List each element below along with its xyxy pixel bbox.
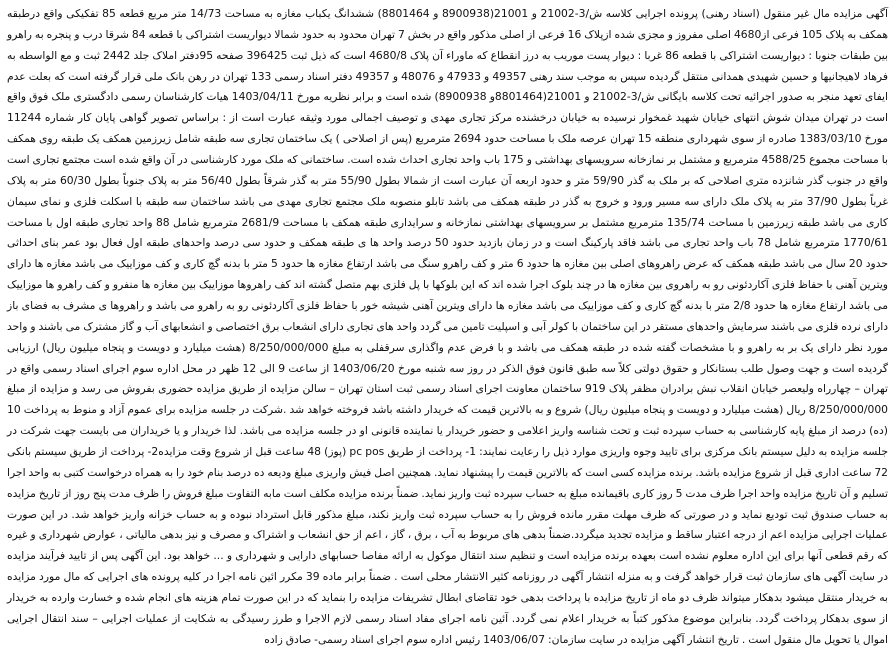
auction-notice-text: آگهی مزایده مال غیر منقول (اسناد رهنی) پرونده اجرایی کلاسه ش/3-21002 و 21001(8900938 و 8801464) ششدانگ یکباب مغازه به مساحت 14/73 متر مربع قطعه 85 تفکیکی واقع درطبقه همکف به پلاک 105 فرعی از4680 اصلی مفروز و مجزی شده ازپلاک 16 فرعی از اصلی مذکور واقع در بخش 7 تهران محدود به حدود شمالا دیواریست اشتراکی با قطعه 84 شرقا درب و پنجره به راهرو بین طبقات جنوبا : دیواریست اشتراکی با قطعه 86 غربا : دیوار پست موریب به درز انقطاع که ماوراء آن پلاک 4680/8 است که ذیل ثبت 396425 صفحه 95دفتر املاک جلد 2442 ثبت و مع الواسطه به فرهاد لاهیجانیها و حسین شهیدی همدانی منتقل گردیده سپس به موجب سند رهنی 49357 و 47933 و 48076 و 49357 دفتر اسناد رسمی 133 تهران در رهن بانک ملی قرار گرفته است که بعلت عدم ایفای تعهد منجر به صدور اجرائیه تحت کلاسه بایگانی ش/3-21002 و 21001(8801464و 8900938) شده است و برابر نظریه مورخ 1403/04/11 هیات کارشناسان رسمی دادگستری ملک فوق واقع است در تهران میدان شوش انتهای خیابان شهید غمخوار نرسیده به خیابان درخشنده مرکز تجاری مهدی و توصیف اجمالی مورد وثیقه عبارت است از : براساس تصویر گواهی پایان کار شماره 11244 مورخ 1383/03/10 صادره از سوی شهرداری منطقه 15 تهران عرصه ملک با مساحت حدود 2694 مترمربع (پس از اصلاحی ) یک ساختمان تجاری سه طبقه شامل زیرزمین همکف یک طبقه روی همکف با مساحت مجموع 4588/25 مترمربع و مشتمل بر نمازخانه سرویسهای بهداشتی و 175 باب واحد تجاری احداث شده است. ساختمانی که ملک مورد کارشناسی در آن واقع شده است مجتمع تجاری است واقع در جنوب گذر شانزده متری اصلاحی که بر ملک به گذر 59/90 متر و حدود اربعه آن عبارت است از شمالا بطول 55/90 متر به گذر شرقاً بطول 56/40 متر به پلاک جنوباً بطول 60/30 متر به پلاک غرباً بطول 37/90 متر به پلاک ملک دارای سه مسیر ورود و خروج به گذر در طبقه همکف می باشد تابلو منصوبه ملک مجتمع تجاری مهدی می باشد ساختمان سه طبقه با اسکلت فلزی و نمای سیمان کاری می باشد طبقه زیرزمین با مساحت 135/74 مترمربع مشتمل بر سرویسهای بهداشتی نمازخانه و سرایداری طبقه همکف با مساحت 2681/9 مترمربع شامل 88 واحد تجاری طبقه اول با مساحت 1770/61 مترمربع شامل 78 باب واحد تجاری می باشد فاقد پارکینگ است و در زمان بازدید حدود 50 درصد واحد ها ی طبقه همکف و حدود سی درصد واحدهای طبقه اول فعال بود عمر بنای احداثی حدود 20 سال می باشد طبقه همکف که عرض راهروهای اصلی بین مغازه ها حدود 6 متر و کف راهرو سنگ می باشد ارتفاع مغازه ها حدود 5 متر با بدنه گچ کاری و کف موزاییک می باشد مغازه ها دارای ویترین آهنی با حفاظ فلزی آکاردئونی رو به راهروی بین مغازه ها در چند بلوک اجرا شده اند که این بلوکها با پل فلزی بهم متصل گشته اند کف راهروها موزاییک بین مغازه ها منفرو و کف راهرو ها موزاییک می باشد ارتفاع مغازه ها حدود 2/8 متر با بدنه گچ کاری و کف موزاییک می باشد مغازه ها دارای ویترین آهنی شیشه خور با حفاظ فلزی آکاردئونی رو به راهرو می باشد و راهروها ی مشرف به فضای باز دارای نرده فلزی می باشند سرمایش واحدهای مستقر در این ساختمان با کولر آبی و اسپلیت تامین می گردد واحد های تجاری دارای انشعاب برق اختصاصی و انشعابهای آب و گاز مشترک می باشند و واحد مورد نظر دارای یک بر به راهرو و با مشخصات گفته شده در طبقه همکف می باشد و با فرض عدم واگذاری سرقفلی به مبلغ 8/250/000/000 (هشت میلیارد و دویست و پنجاه میلیون ریال) ارزیابی گردیده است و جهت وصول طلب بستانکار و حقوق دولتی کلاً سه طبق قانون فوق الذکر در روز سه شنبه مورخ 1403/06/20 از ساعت 9 الی 12 ظهر در محل اداره سوم اجرای اسناد رسمی واقع در تهران – چهارراه ولیعصر خیابان انقلاب نبش برادران مظفر پلاک 919 ساختمان معاونت اجرای اسناد رسمی ثبت استان تهران – سالن مزایده از طریق مزایده حضوری بفروش می رسد و مزایده از مبلغ 8/250/000/000 ریال (هشت میلیارد و دویست و پنجاه میلیون ریال) شروع و به بالاترین قیمت که خریدار داشته باشد فروخته خواهد شد .شرکت در جلسه مزایده برای عموم آزاد و منوط به پرداخت 10 (ده) درصد از مبلغ پایه کارشناسی به حساب سپرده ثبت و تحت شناسه واریز اعلامی و حضور خریدار یا نماینده قانونی او در جلسه مزایده می باشد. لذا خریدار و یا خریداران می بایست جهت شرکت در جلسه مزایده به دلیل سیستم بانک مرکزی برای تایید وجوه واریزی موارد ذیل را رعایت نمایند: 1- پرداخت از طریق pc pos (پوز) 48 ساعت قبل از شروع وقت مزایده2- پرداخت از طریق سیستم بانکی 72 ساعت اداری قبل از شروع مزایده باشد. برنده مزایده کسی است که بالاترین قیمت را پیشنهاد نماید. همچنین اصل فیش واریزی مبلغ ودیعه ده درصد بنام خود را به همراه درخواست کتبی به واحد اجرا تسلیم و آن تاریخ مزایده واحد اجرا ظرف مدت 5 روز کاری باقیمانده مبلغ به حساب سپرده ثبت واریز نماید. ضمناً برنده مزایده مکلف است مابه التفاوت مبلغ فروش را ظرف مدت پنج روز از تاریخ مزایده به حساب صندوق ثبت تودیع نماید و در صورتی که ظرف مهلت مقرر مانده فروش را به حساب سپرده ثبت واریز نکند، مبلغ مذکور قابل استرداد نبوده و به حساب خزانه واریز خواهد شد. در این صورت عملیات اجرایی مزایده اعم از درجه اعتبار ساقط و مزایده تجدید میگردد.ضمناً بدهی های مربوط به آب ، برق ، گاز ، اعم از حق انشعاب و اشتراک و مصرف و نیز بدهی مالیاتی ، عوارض شهرداری و غیره که رقم قطعی آنها برای این اداره معلوم نشده است بعهده برنده مزایده است و تنظیم سند انتقال موکول به ارائه مفاصا حسابهای دارایی و شهرداری و ... خواهد بود. این آگهی پس از تایید فرآیند مزایده در سایت آگهی های سازمان ثبت قرار خواهد گرفت و به منزله انتشار آگهی در روزنامه کثیر الانتشار محلی است . ضمناً برابر ماده 39 مکرر ائین نامه اجرا در کلیه پرونده های اجرایی که مال مورد مزایده به خریدار منتقل میشود بدهکار میتواند ظرف دو ماه از تاریخ مزایده با پرداخت بدهی خود تقاضای ابطال تشریفات مزایده را بنماید که در این صورت تمام هزینه های انجام شده و خسارت وارده به خریدار از سوی بدهکار پرداخت گردد. بنابراین موضوع مذکور کتباً به خریدار اعلام نمی گردد. آئین نامه اجرای مفاد اسناد رسمی لازم الاجرا و طرز رسیدگی به شکایت از عملیات اجرایی – سند انتقال اجرایی اموال یا تحویل مال منقول است . تاریخ انتشار آگهی مزایده در سایت سازمان: 1403/06/07 رئیس اداره سوم اجرای اسناد رسمی- صادق زاده bbox=[7, 7, 889, 646]
